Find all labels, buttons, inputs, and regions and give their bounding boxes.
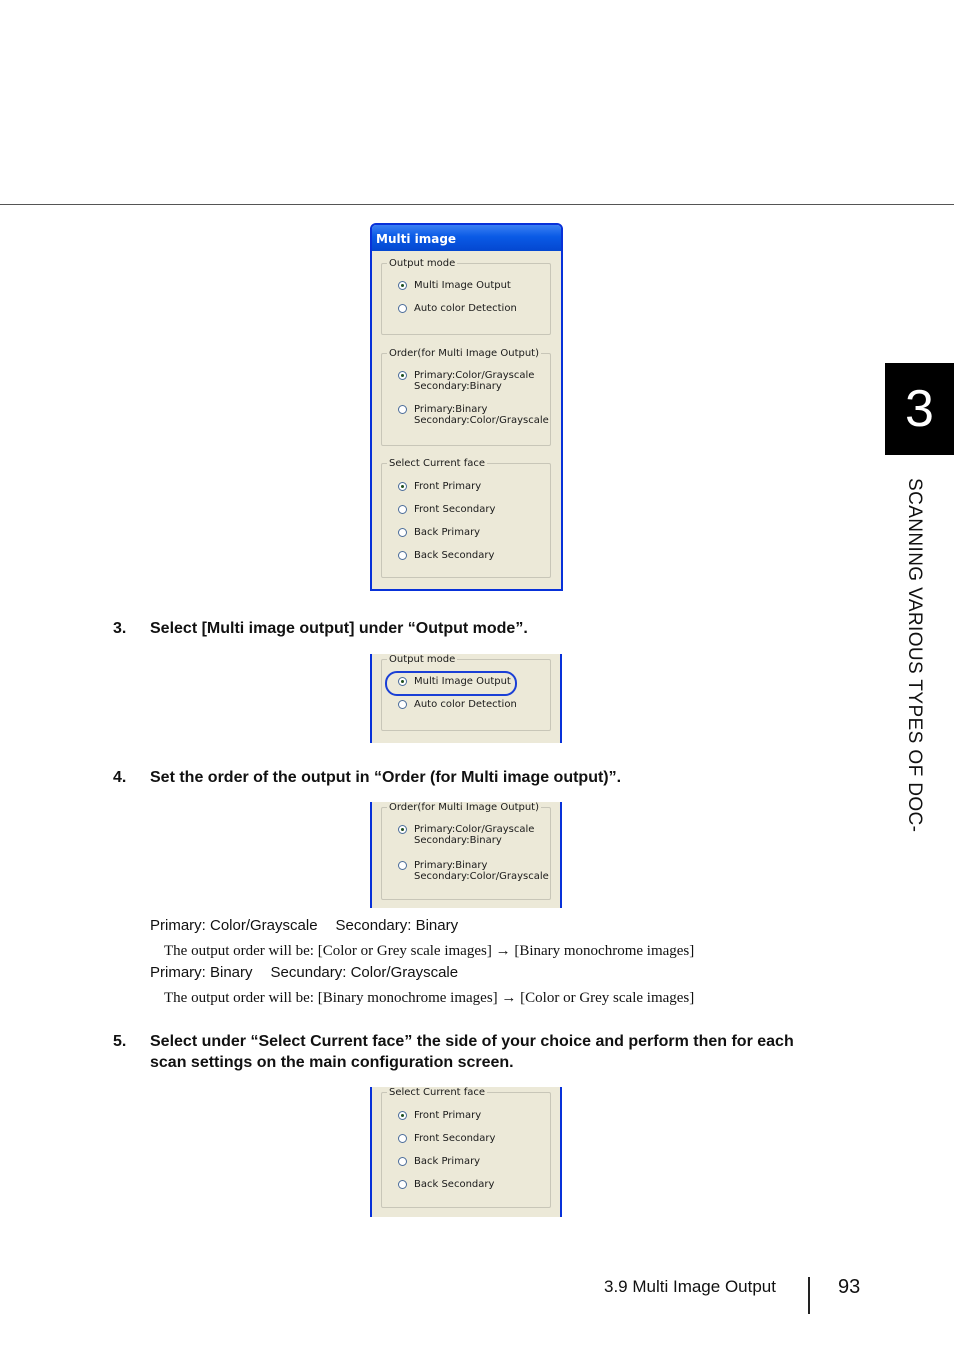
radio-back-secondary[interactable]: Back Secondary [398, 1179, 494, 1190]
radio-order-binary-first[interactable]: Primary:Binary Secondary:Color/Grayscale [398, 860, 549, 882]
face-group-zoom [381, 1087, 551, 1208]
radio-unselected-icon [398, 861, 407, 870]
output-mode-legend: Output mode [389, 258, 456, 269]
radio-back-primary[interactable]: Back Primary [398, 527, 480, 538]
radio-selected-icon [398, 371, 407, 380]
step-3: 3. Select [Multi image output] under “Output mode”. [113, 620, 528, 637]
footer-divider [808, 1277, 810, 1314]
radio-unselected-icon [398, 1180, 407, 1189]
radio-back-primary[interactable]: Back Primary [398, 1156, 480, 1167]
radio-unselected-icon [398, 1134, 407, 1143]
multi-image-dialog [370, 223, 563, 591]
chapter-side-title: SCANNING VARIOUS TYPES OF DOC- [904, 478, 925, 833]
dialog-titlebar: Multi image [372, 225, 561, 251]
step-5: 5. Select under “Select Current face” the side of your choice and perform then for each scan settings on the main configuration screen. [113, 1033, 794, 1071]
radio-front-primary[interactable]: Front Primary [398, 1110, 481, 1121]
output-mode-group [381, 258, 551, 335]
page-number: 93 [838, 1276, 861, 1298]
order-option-a-result: The output order will be: [Color or Grey scale images] → [Binary monochrome images] [164, 943, 695, 959]
radio-selected-icon [398, 281, 407, 290]
radio-front-secondary[interactable]: Front Secondary [398, 1133, 495, 1144]
order-option-b: Primary: Binary Secundary: Color/Grayscale [150, 964, 459, 981]
radio-back-secondary[interactable]: Back Secondary [398, 550, 494, 561]
face-group [381, 458, 551, 578]
chapter-number: 3 [905, 380, 934, 438]
face-legend: Select Current face [389, 458, 486, 469]
output-mode-crop [370, 654, 562, 743]
radio-selected-icon [398, 482, 407, 491]
order-legend: Order(for Multi Image Output) [389, 348, 540, 359]
radio-unselected-icon [398, 505, 407, 514]
radio-selected-icon [398, 825, 407, 834]
order-group-zoom [381, 802, 551, 900]
radio-selected-icon [398, 1111, 407, 1120]
radio-multi-image-output[interactable]: Multi Image Output [398, 280, 511, 291]
radio-unselected-icon [398, 1157, 407, 1166]
header-rule [0, 204, 954, 205]
radio-order-binary-first[interactable]: Primary:Binary Secondary:Color/Grayscale [398, 404, 549, 426]
radio-unselected-icon [398, 528, 407, 537]
order-group [381, 348, 551, 446]
radio-unselected-icon [398, 405, 407, 414]
radio-order-color-first[interactable]: Primary:Color/Grayscale Secondary:Binary [398, 824, 534, 846]
highlight-ring [385, 671, 517, 696]
face-legend: Select Current face [389, 1087, 486, 1098]
radio-unselected-icon [398, 551, 407, 560]
radio-unselected-icon [398, 304, 407, 313]
radio-auto-color-detection[interactable]: Auto color Detection [398, 699, 517, 710]
radio-front-secondary[interactable]: Front Secondary [398, 504, 495, 515]
order-legend: Order(for Multi Image Output) [389, 802, 540, 813]
order-crop [370, 802, 562, 908]
output-mode-legend: Output mode [389, 654, 456, 665]
order-option-a: Primary: Color/Grayscale Secondary: Binary [150, 917, 459, 934]
footer-section-title: 3.9 Multi Image Output [604, 1277, 776, 1296]
face-crop [370, 1087, 562, 1217]
radio-order-color-first[interactable]: Primary:Color/Grayscale Secondary:Binary [398, 370, 534, 392]
order-option-b-result: The output order will be: [Binary monochrome images] → [Color or Grey scale images] [164, 990, 695, 1006]
radio-multi-image-output[interactable]: Multi Image Output [398, 676, 511, 687]
chapter-tab [885, 363, 954, 455]
radio-front-primary[interactable]: Front Primary [398, 481, 481, 492]
step-4: 4. Set the order of the output in “Order (for Multi image output)”. [113, 769, 622, 786]
radio-auto-color-detection[interactable]: Auto color Detection [398, 303, 517, 314]
radio-unselected-icon [398, 700, 407, 709]
